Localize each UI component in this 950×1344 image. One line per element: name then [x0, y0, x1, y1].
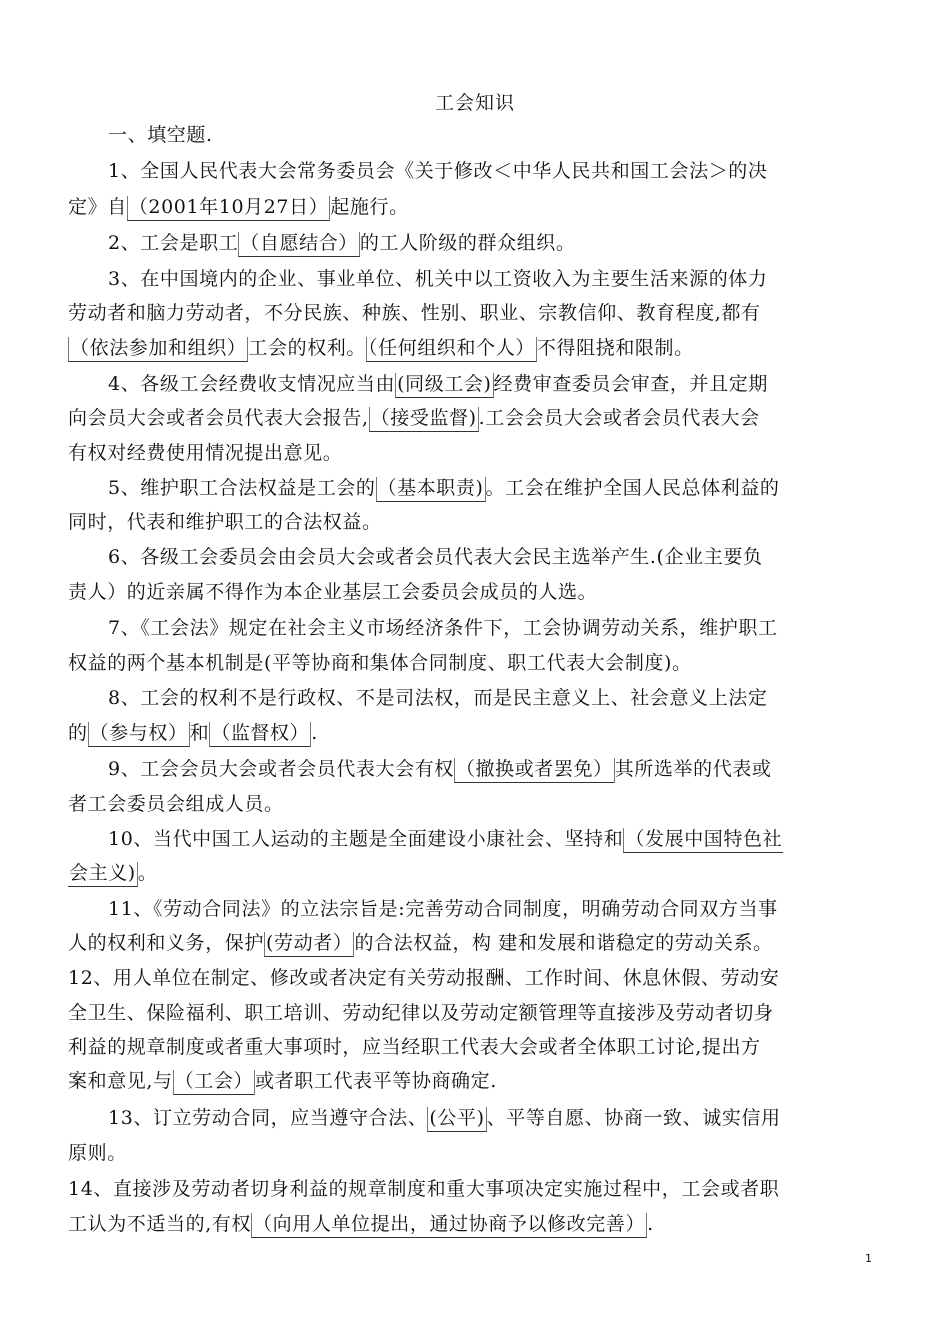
- q9-answer: （撤换或者罢免）: [454, 758, 615, 783]
- q11-line2: [68, 932, 773, 954]
- q8-text-2: 和: [189, 722, 210, 744]
- q8-text-3: .: [311, 722, 318, 744]
- q7-line1: 7、《工会法》规定在社会主义市场经济条件下，工会协调劳动关系，维护职工: [108, 617, 778, 639]
- document-title: 工会知识: [434, 92, 515, 114]
- q5-answer: （基本职责): [376, 477, 486, 502]
- q3-text: 工会的权利。: [248, 337, 367, 359]
- q4-line3: 有权对经费使用情况提出意见。: [68, 442, 343, 464]
- q5-text-2: 。工会在维护全国人民总体利益的: [485, 477, 780, 499]
- q12-answer: （工会）: [173, 1070, 255, 1095]
- q13-text: 13、订立劳动合同，应当遵守合法、: [108, 1107, 428, 1129]
- q1-text: 定》自: [68, 196, 127, 218]
- q6-line2: 责人）的近亲属不得作为本企业基层工会委员会成员的人选。: [68, 581, 598, 603]
- q4-text-2: 经费审查委员会审查，并且定期: [493, 373, 768, 395]
- q11-text-2: 的合法权益，构 建和发展和谐稳定的劳动关系。: [354, 932, 773, 954]
- q1-text-end: 起施行。: [330, 196, 409, 218]
- q8-line1: 8、工会的权利不是行政权、不是司法权，而是民主意义上、社会意义上法定: [108, 687, 768, 709]
- q10-text: 10、当代中国工人运动的主题是全面建设小康社会、坚持和: [108, 828, 624, 850]
- q4-text-3: 向会员大会或者会员代表大会报告,: [68, 407, 369, 429]
- q12-line4: [68, 1070, 497, 1092]
- q10-line1: [108, 828, 783, 850]
- q2-answer: （自愿结合）: [238, 232, 360, 257]
- q1-line1: 1、全国人民代表大会常务委员会《关于修改＜中华人民共和国工会法＞的决: [108, 160, 768, 182]
- q8-text: 的: [68, 722, 88, 744]
- q4-line1: [108, 373, 768, 395]
- section-heading: 一、填空题.: [108, 124, 213, 146]
- q8-answer-1: （参与权）: [88, 722, 190, 747]
- q13-text-2: 、平等自愿、协商一致、诚实信用: [486, 1107, 781, 1129]
- q14-line2: [68, 1213, 654, 1235]
- q8-answer-2: （监督权）: [209, 722, 311, 747]
- q4-text: 4、各级工会经费收支情况应当由: [108, 373, 396, 395]
- q2-text-end: 的工人阶级的群众组织。: [359, 232, 576, 254]
- q12-text-2: 或者职工代表平等协商确定.: [255, 1070, 497, 1092]
- q2-line1: [108, 232, 576, 254]
- q10-answer-part2: 会主义): [68, 862, 138, 887]
- q9-text-2: 其所选举的代表或: [614, 758, 772, 780]
- q1-answer: （2001年10月27日）: [127, 196, 331, 221]
- q5-text: 5、维护职工合法权益是工会的: [108, 477, 376, 499]
- q12-line3: 利益的规章制度或者重大事项时，应当经职工代表大会或者全体职工讨论,提出方: [68, 1036, 761, 1058]
- q6-line1: 6、各级工会委员会由会员大会或者会员代表大会民主选举产生.(企业主要负: [108, 546, 763, 568]
- q10-line2: [68, 862, 157, 884]
- q4-answer-1: (同级工会): [395, 373, 493, 398]
- q14-text-end: .: [647, 1213, 654, 1235]
- q12-text: 案和意见,与: [68, 1070, 173, 1092]
- q2-text: 2、工会是职工: [108, 232, 239, 254]
- q10-text-end: 。: [137, 862, 158, 884]
- q5-line2: 同时，代表和维护职工的合法权益。: [68, 511, 382, 533]
- q11-line1: 11、《劳动合同法》的立法宗旨是:完善劳动合同制度，明确劳动合同双方当事: [108, 898, 778, 920]
- q14-answer: （向用人单位提出，通过协商予以修改完善）: [251, 1213, 647, 1238]
- q3-answer-1: （依法参加和组织）: [68, 337, 248, 362]
- q7-line2: 权益的两个基本机制是(平等协商和集体合同制度、职工代表大会制度)。: [68, 652, 692, 674]
- q13-line1: [108, 1107, 781, 1129]
- q14-text: 工认为不适当的,有权: [68, 1213, 252, 1235]
- q4-answer-2: （接受监督): [369, 407, 479, 432]
- q1-line2: [68, 196, 409, 218]
- q13-line2: 原则。: [68, 1142, 127, 1164]
- q4-text-4: .工会会员大会或者会员代表大会: [478, 407, 760, 429]
- q3-line2: 劳动者和脑力劳动者，不分民族、种族、性别、职业、宗教信仰、教育程度,都有: [68, 302, 761, 324]
- page-number: 1: [865, 1252, 872, 1265]
- q9-line2: 者工会委员会组成人员。: [68, 793, 284, 815]
- q10-answer-part1: （发展中国特色社: [623, 828, 783, 853]
- q12-line1: 12、用人单位在制定、修改或者决定有关劳动报酬、工作时间、休息休假、劳动安: [68, 967, 780, 989]
- q14-line1: 14、直接涉及劳动者切身利益的规章制度和重大事项决定实施过程中，工会或者职: [68, 1178, 780, 1200]
- q9-text: 9、工会会员大会或者会员代表大会有权: [108, 758, 454, 780]
- q8-line2: [68, 722, 318, 744]
- q3-answer-2: （任何组织和个人）: [366, 337, 537, 362]
- q3-text-end: 不得阻挠和限制。: [536, 337, 694, 359]
- q11-answer: (劳动者）: [264, 932, 354, 957]
- q12-line2: 全卫生、保险福利、职工培训、劳动纪律以及劳动定额管理等直接涉及劳动者切身: [68, 1002, 774, 1024]
- q9-line1: [108, 758, 772, 780]
- q4-line2: [68, 407, 760, 429]
- q3-line1: 3、在中国境内的企业、事业单位、机关中以工资收入为主要生活来源的体力: [108, 268, 768, 290]
- q3-line3: [68, 337, 694, 359]
- q13-answer: (公平): [427, 1107, 486, 1132]
- q11-text: 人的权利和义务，保护: [68, 932, 265, 954]
- q5-line1: [108, 477, 780, 499]
